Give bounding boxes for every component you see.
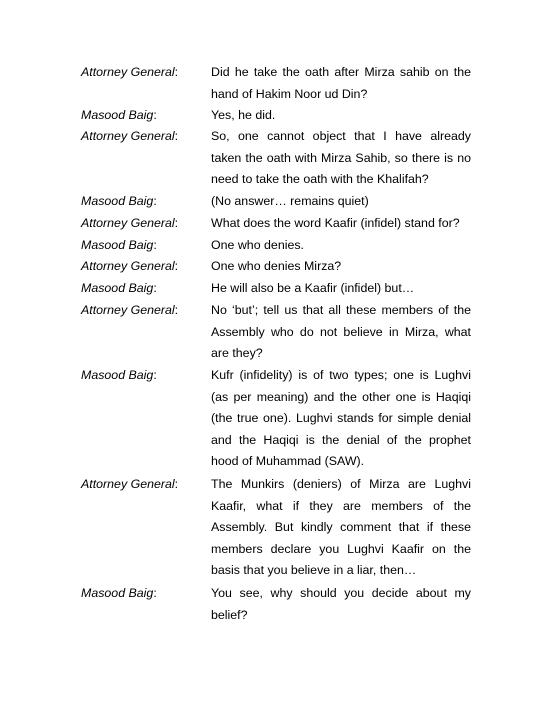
speech-text: The Munkirs (deniers) of Mirza are Lughvi Kaafir, what if they are members of the Assembly. But kindly comment that if these members declare you Lughvi Kaafir on the basis that you believe in a liar, then…	[211, 477, 471, 578]
speaker-label: Masood Baig:	[81, 108, 157, 122]
speech-text: (No answer… remains quiet)	[211, 194, 369, 208]
speaker-label: Masood Baig:	[81, 281, 157, 295]
speaker-label: Attorney General:	[81, 216, 179, 230]
speaker-label: Attorney General:	[81, 65, 179, 79]
speaker-label: Masood Baig:	[81, 238, 157, 252]
speaker-label: Attorney General:	[81, 259, 179, 273]
speech-text: One who denies.	[211, 238, 304, 252]
speaker-label: Masood Baig:	[81, 368, 157, 382]
speaker-label: Masood Baig:	[81, 586, 157, 600]
speaker-label: Masood Baig:	[81, 194, 157, 208]
speech-text: Yes, he did.	[211, 108, 276, 122]
speech-text: No ‘but’; tell us that all these members of the Assembly who do not believe in Mirza, what are they?	[211, 303, 471, 361]
speech-text: One who denies Mirza?	[211, 259, 342, 273]
speech-text: What does the word Kaafir (infidel) stand for?	[211, 216, 460, 230]
speech-text: So, one cannot object that I have already taken the oath with Mirza Sahib, so there is no need to take the oath with the Khalifah?	[211, 129, 471, 187]
speech-text: Kufr (infidelity) is of two types; one is Lughvi (as per meaning) and the other one is Haqiqi (the true one). Lughvi stands for simple denial and the Haqiqi is the denial of the prophet hood of Muhammad (SAW).	[211, 368, 471, 469]
speaker-label: Attorney General:	[81, 477, 179, 491]
speaker-label: Attorney General:	[81, 129, 179, 143]
speech-text: Did he take the oath after Mirza sahib on the hand of Hakim Noor ud Din?	[211, 65, 471, 101]
speech-text: You see, why should you decide about my belief?	[211, 586, 471, 622]
speech-text: He will also be a Kaafir (infidel) but…	[211, 281, 415, 295]
speaker-label: Attorney General:	[81, 303, 179, 317]
